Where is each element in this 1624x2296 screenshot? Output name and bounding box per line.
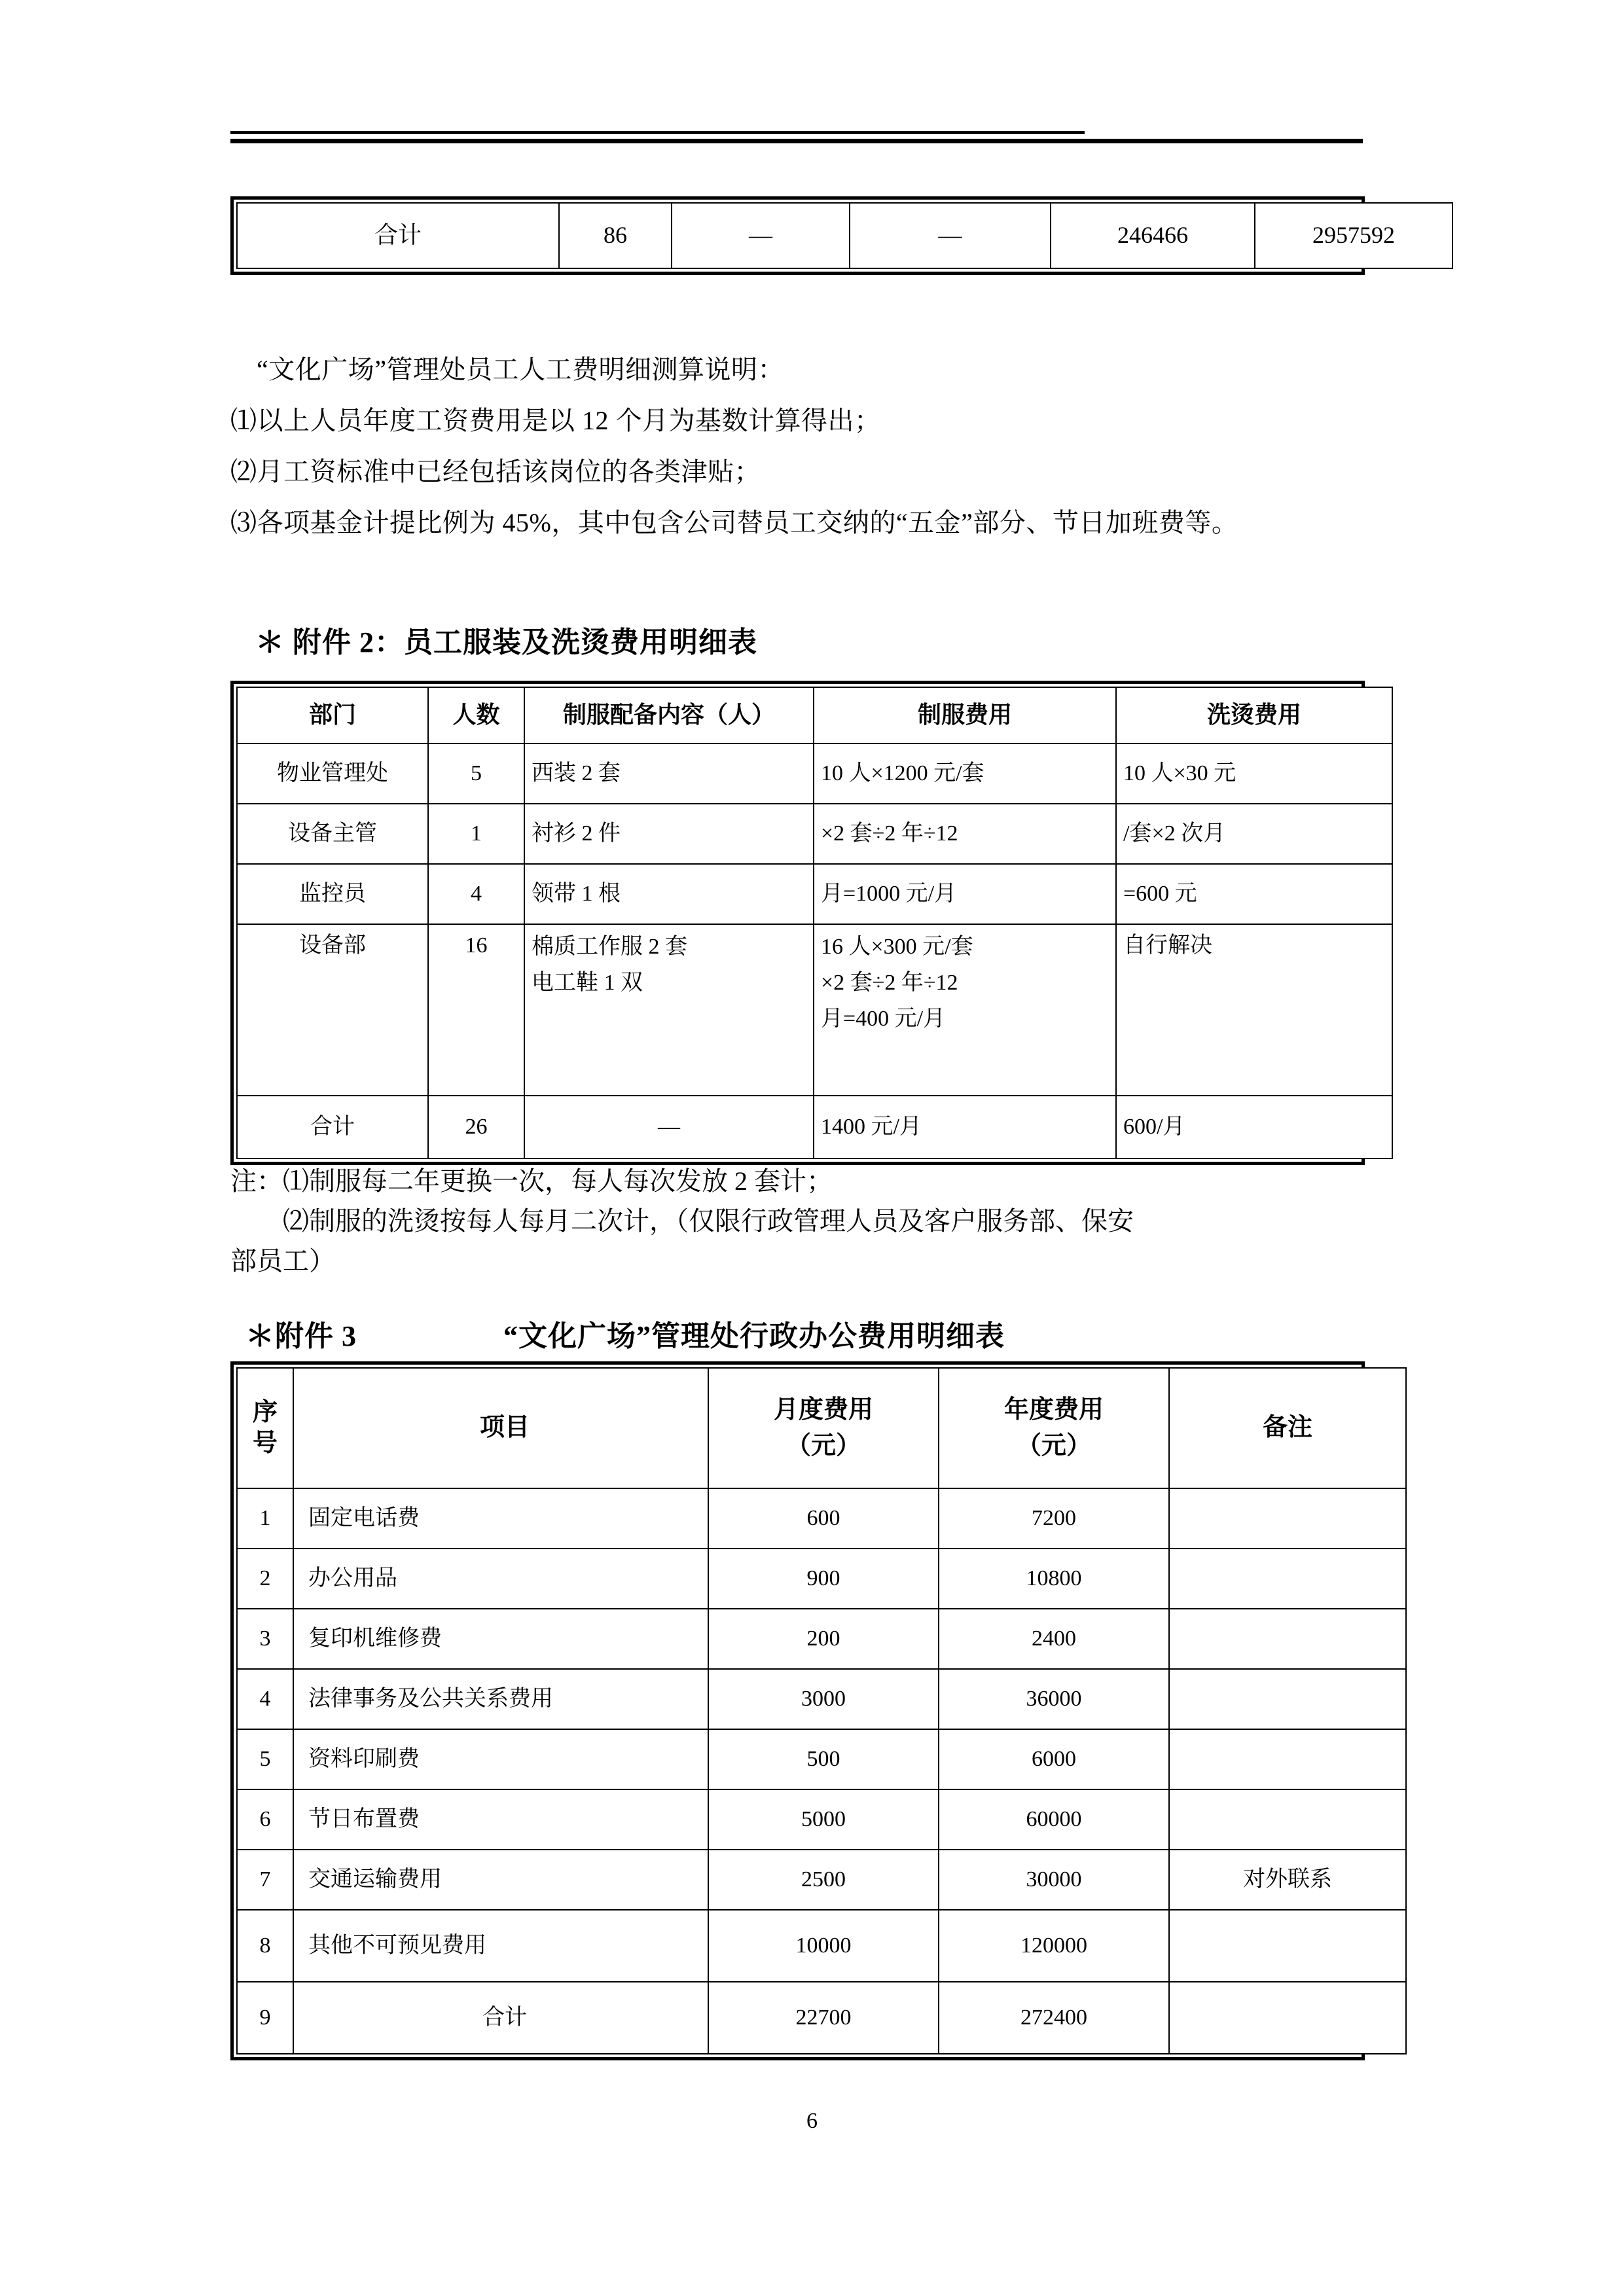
table-row <box>237 1850 1406 1910</box>
cell-total-yearly: 2957592 <box>1255 203 1453 268</box>
cell-item: 资料印刷费 <box>293 1729 708 1789</box>
cell-total-label: 合计 <box>237 203 559 268</box>
table-row <box>237 203 1453 268</box>
cell-department: 设备部 <box>237 924 428 1096</box>
cell-remark <box>1169 1669 1406 1729</box>
cell-headcount: 5 <box>428 744 524 804</box>
cell-total-headcount: 26 <box>428 1096 524 1158</box>
page-number: 6 <box>806 2109 818 2133</box>
table-total-row <box>237 1096 1392 1158</box>
table-row <box>237 924 1392 1096</box>
cell-remark <box>1169 1910 1406 1982</box>
cell-yearly: 30000 <box>939 1850 1169 1910</box>
header-monthly: 月度费用 （元） <box>708 1368 939 1488</box>
cell-total-laundry-cost: 600/月 <box>1116 1096 1392 1158</box>
cell-item: 固定电话费 <box>293 1488 708 1549</box>
notes-item-1: ⑴以上人员年度工资费用是以 12 个月为基数计算得出； <box>230 406 881 435</box>
table-row <box>237 1549 1406 1609</box>
table-row <box>237 864 1392 924</box>
note-line-2: ⑵制服的洗烫按每人每月二次计，（仅限行政管理人员及客户服务部、保安 <box>283 1206 1134 1236</box>
cell-item: 其他不可预见费用 <box>293 1910 708 1982</box>
uniform-laundry-cost-table <box>236 687 1393 1159</box>
header-remark: 备注 <box>1169 1368 1406 1488</box>
cell-uniform-cost: 10 人×1200 元/套 <box>814 744 1116 804</box>
personnel-cost-total-table <box>236 202 1453 269</box>
header-rule-thin <box>230 131 1085 134</box>
attachment-3-title: “文化广场”管理处行政办公费用明细表 <box>503 1320 1005 1352</box>
header-laundry-cost: 洗烫费用 <box>1116 687 1392 744</box>
cell-yearly: 6000 <box>939 1729 1169 1789</box>
cell-uniform-items: 西装 2 套 <box>524 744 814 804</box>
cell-monthly: 2500 <box>708 1850 939 1910</box>
notes-item-2: ⑵月工资标准中已经包括该岗位的各类津贴； <box>230 457 761 486</box>
cell-sequence: 7 <box>237 1850 293 1910</box>
attachment-3-label: ＊附件 3 <box>245 1320 357 1352</box>
cell-headcount: 4 <box>428 864 524 924</box>
attachment-3-heading <box>245 1312 1005 1354</box>
cell-sequence: 9 <box>237 1982 293 2054</box>
cell-laundry-cost: 自行解决 <box>1116 924 1392 1096</box>
cell-sequence: 1 <box>237 1488 293 1549</box>
table-row <box>237 1910 1406 1982</box>
admin-office-expense-table <box>236 1367 1407 2054</box>
cell-monthly: 10000 <box>708 1910 939 1982</box>
table-row <box>237 804 1392 864</box>
cell-monthly: 600 <box>708 1488 939 1549</box>
cell-remark <box>1169 1488 1406 1549</box>
cell-yearly: 2400 <box>939 1609 1169 1669</box>
cell-item: 办公用品 <box>293 1549 708 1609</box>
cell-total-items: — <box>524 1096 814 1158</box>
cell-uniform-cost: 月=1000 元/月 <box>814 864 1116 924</box>
table-row <box>237 1488 1406 1549</box>
cell-remark <box>1169 1789 1406 1850</box>
cell-total-remark <box>1169 1982 1406 2054</box>
cell-remark <box>1169 1609 1406 1669</box>
cell-yearly: 7200 <box>939 1488 1169 1549</box>
cell-total-headcount: 86 <box>559 203 672 268</box>
cell-total-dash-1: — <box>672 203 850 268</box>
cell-sequence: 4 <box>237 1669 293 1729</box>
cell-total-uniform-cost: 1400 元/月 <box>814 1096 1116 1158</box>
cell-laundry-cost: 10 人×30 元 <box>1116 744 1392 804</box>
header-department: 部门 <box>237 687 428 744</box>
cell-monthly: 3000 <box>708 1669 939 1729</box>
attachment-2-heading: ＊ 附件 2：员工服装及洗烫费用明细表 <box>255 626 757 658</box>
cell-yearly: 120000 <box>939 1910 1169 1982</box>
table-3-container <box>230 1361 1365 2060</box>
header-sequence: 序 号 <box>237 1368 293 1488</box>
cell-sequence: 3 <box>237 1609 293 1669</box>
cell-laundry-cost: =600 元 <box>1116 864 1392 924</box>
cell-department: 监控员 <box>237 864 428 924</box>
cell-sequence: 8 <box>237 1910 293 1982</box>
note-line-3: 部员工） <box>230 1246 335 1276</box>
table-header-row <box>237 687 1392 744</box>
cell-item: 法律事务及公共关系费用 <box>293 1669 708 1729</box>
cell-sequence: 6 <box>237 1789 293 1850</box>
cell-total-yearly: 272400 <box>939 1982 1169 2054</box>
table-header-row <box>237 1368 1406 1488</box>
cell-yearly: 36000 <box>939 1669 1169 1729</box>
cell-remark: 对外联系 <box>1169 1850 1406 1910</box>
table-row <box>237 1609 1406 1669</box>
cell-total-dash-2: — <box>850 203 1051 268</box>
cell-uniform-items: 衬衫 2 件 <box>524 804 814 864</box>
cell-total-label: 合计 <box>293 1982 708 2054</box>
cell-item: 复印机维修费 <box>293 1609 708 1669</box>
note-line-1: 注：⑴制服每二年更换一次，每人每次发放 2 套计； <box>230 1166 833 1196</box>
cell-uniform-items: 棉质工作服 2 套 电工鞋 1 双 <box>524 924 814 1096</box>
header-yearly: 年度费用 （元） <box>939 1368 1169 1488</box>
cell-department: 物业管理处 <box>237 744 428 804</box>
table-2-container <box>230 681 1365 1165</box>
table-row <box>237 1669 1406 1729</box>
cell-yearly: 60000 <box>939 1789 1169 1850</box>
attachment-2-notes <box>230 1162 1369 1281</box>
cell-total-label: 合计 <box>237 1096 428 1158</box>
header-headcount: 人数 <box>428 687 524 744</box>
cell-uniform-items: 领带 1 根 <box>524 864 814 924</box>
cell-remark <box>1169 1729 1406 1789</box>
table-row <box>237 1789 1406 1850</box>
header-item: 项目 <box>293 1368 708 1488</box>
header-uniform-items: 制服配备内容（人） <box>524 687 814 744</box>
cell-yearly: 10800 <box>939 1549 1169 1609</box>
notes-item-3: ⑶各项基金计提比例为 45%，其中包含公司替员工交纳的“五金”部分、节日加班费等。 <box>230 508 1238 537</box>
notes-intro-paragraph: “文化广场”管理处员工人工费明细测算说明： <box>257 355 785 384</box>
cell-department: 设备主管 <box>237 804 428 864</box>
header-rule-thick <box>230 139 1363 143</box>
cell-total-monthly: 22700 <box>708 1982 939 2054</box>
cell-uniform-cost: ×2 套÷2 年÷12 <box>814 804 1116 864</box>
cell-uniform-cost: 16 人×300 元/套 ×2 套÷2 年÷12 月=400 元/月 <box>814 924 1116 1096</box>
header-rule-group <box>230 131 1363 147</box>
cell-headcount: 16 <box>428 924 524 1096</box>
table-total-row <box>237 1982 1406 2054</box>
table-1-container <box>230 196 1395 275</box>
header-uniform-cost: 制服费用 <box>814 687 1116 744</box>
cell-monthly: 500 <box>708 1729 939 1789</box>
cell-total-monthly: 246466 <box>1051 203 1255 268</box>
cell-item: 节日布置费 <box>293 1789 708 1850</box>
cell-monthly: 200 <box>708 1609 939 1669</box>
cell-item: 交通运输费用 <box>293 1850 708 1910</box>
cell-sequence: 2 <box>237 1549 293 1609</box>
cell-sequence: 5 <box>237 1729 293 1789</box>
cell-laundry-cost: /套×2 次月 <box>1116 804 1392 864</box>
cell-remark <box>1169 1549 1406 1609</box>
table-row <box>237 744 1392 804</box>
cell-monthly: 900 <box>708 1549 939 1609</box>
cell-headcount: 1 <box>428 804 524 864</box>
cell-monthly: 5000 <box>708 1789 939 1850</box>
table-row <box>237 1729 1406 1789</box>
